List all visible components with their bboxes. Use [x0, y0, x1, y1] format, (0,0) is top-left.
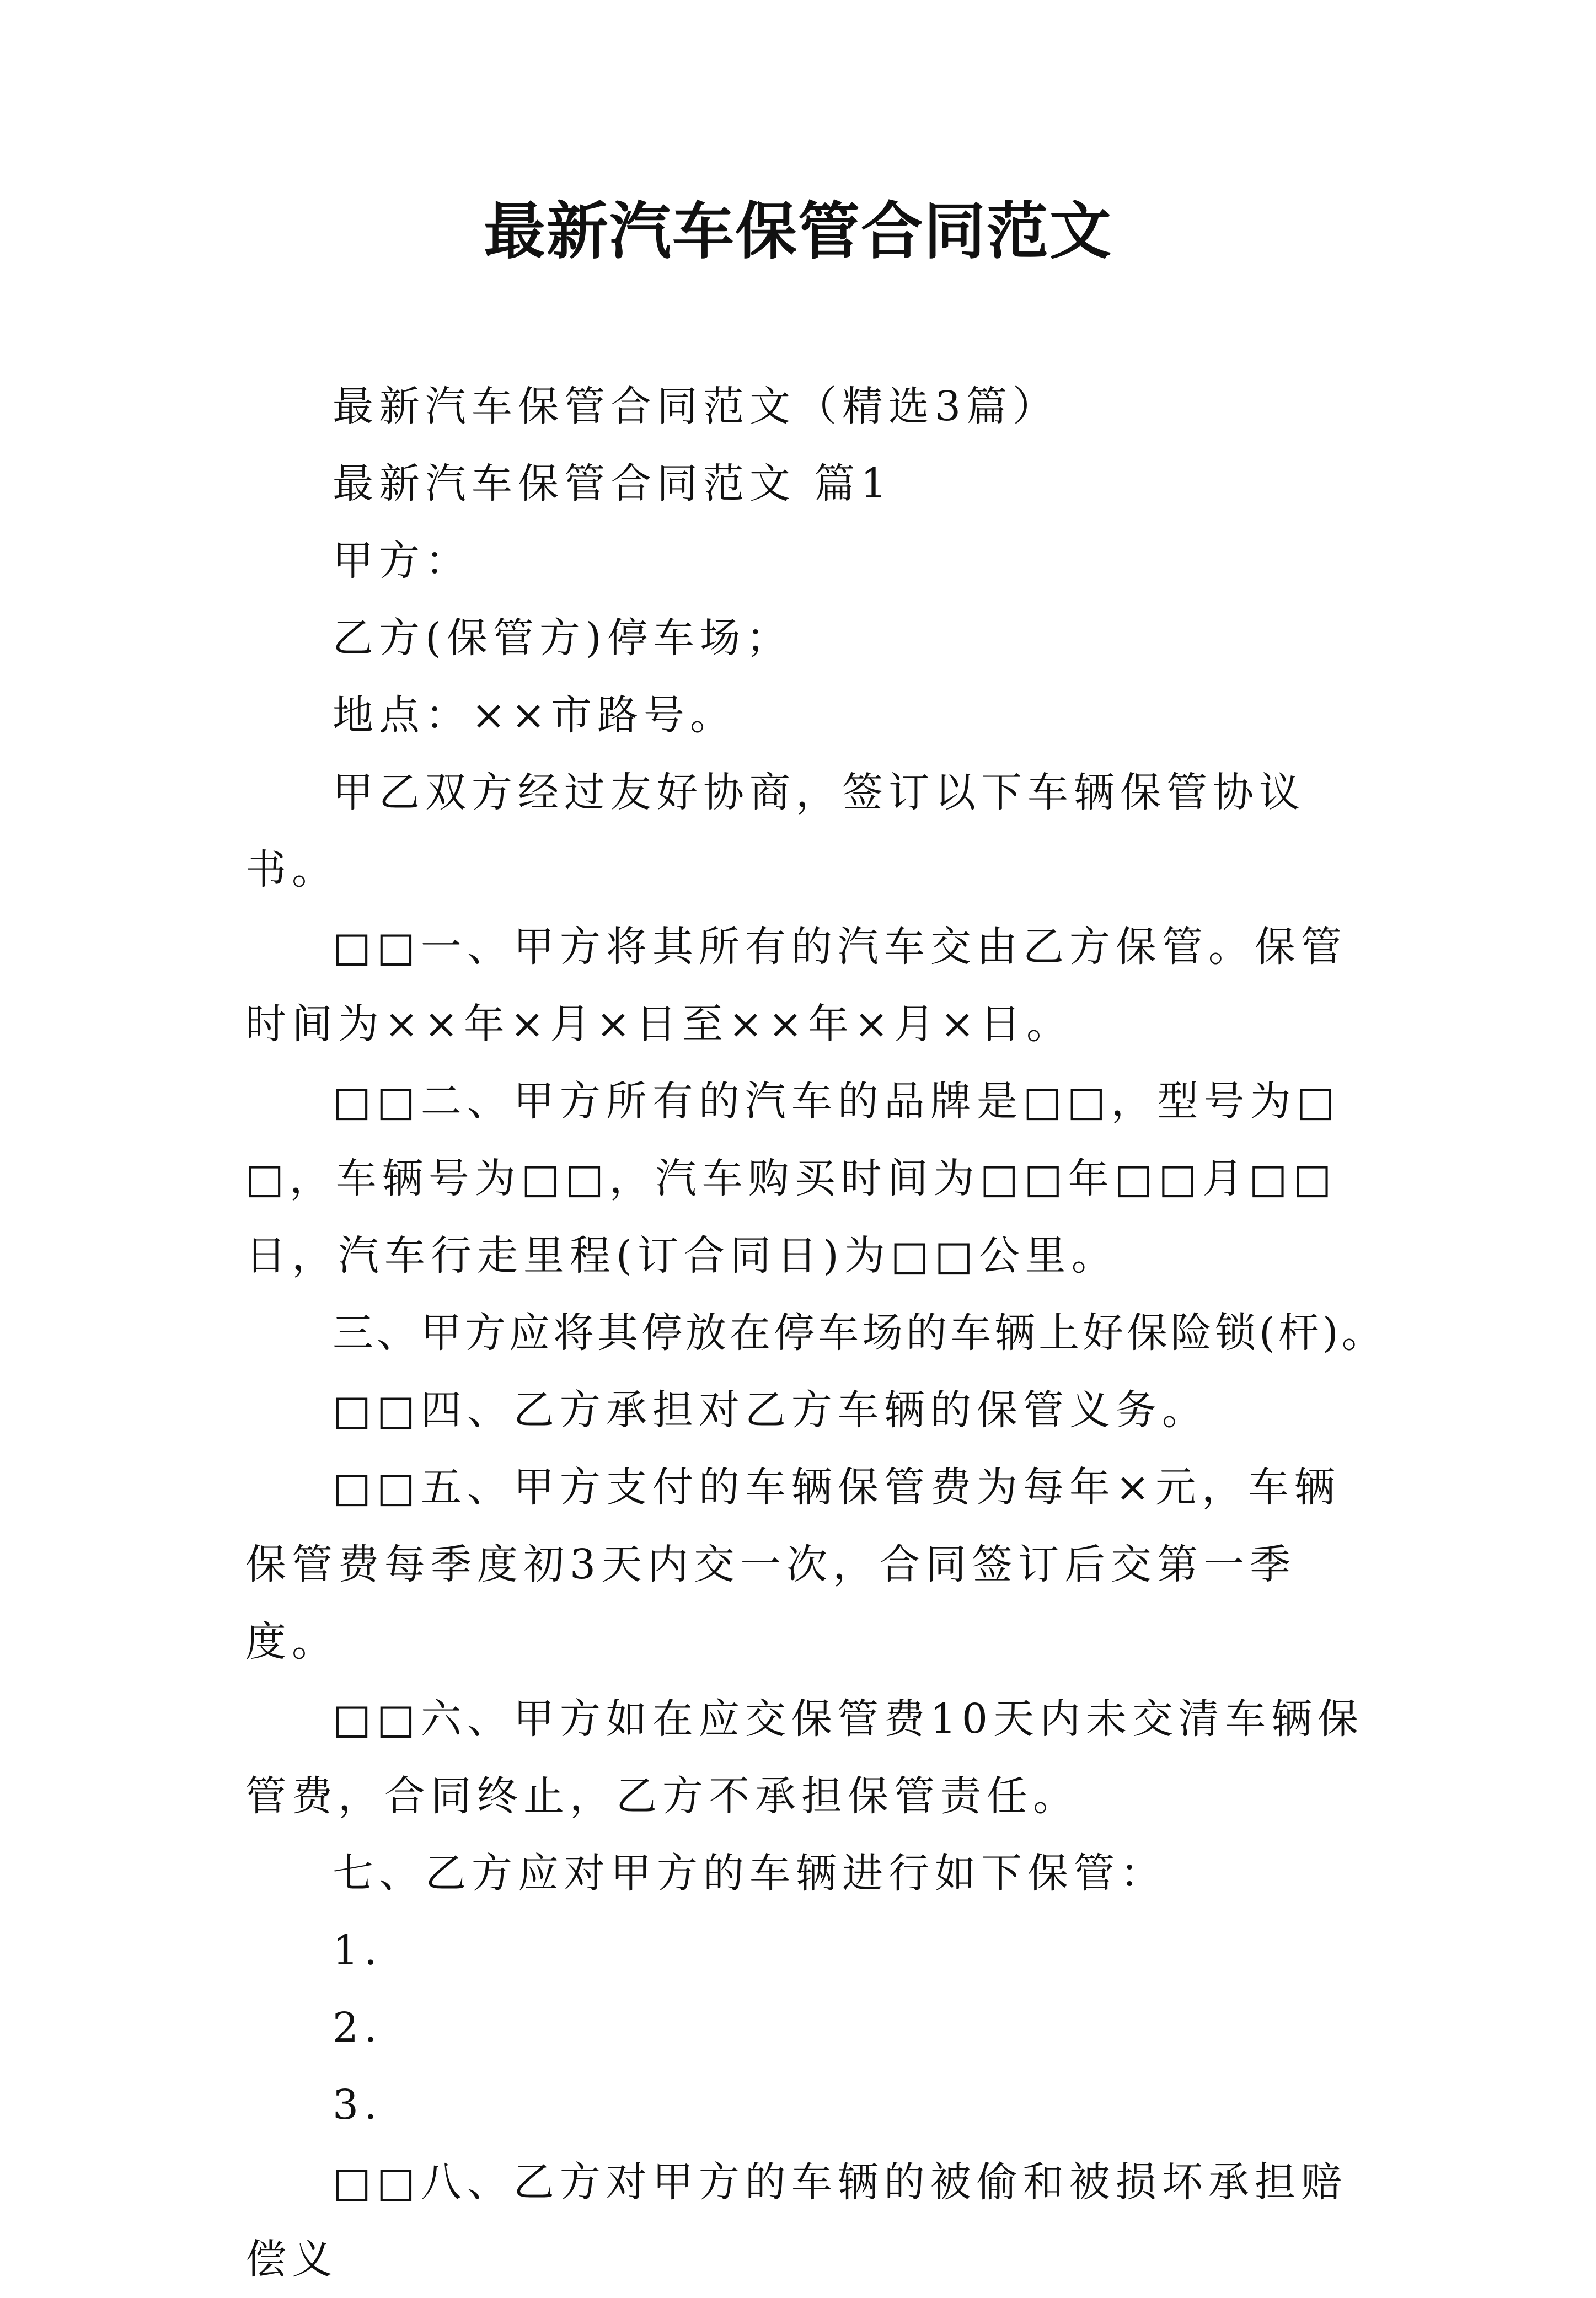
document-title: 最新汽车保管合同范文: [484, 195, 1112, 267]
paragraph-clause-2: □□二、甲方所有的汽车的品牌是□□，型号为□□，车辆号为□□，汽车购买时间为□□年□□月□□日，汽车行走里程(订合同日)为□□公里。: [245, 1078, 1341, 1279]
paragraph-clause-8: □□八、乙方对甲方的车辆的被偷和被损坏承担赔偿义: [245, 2158, 1347, 2283]
paragraph-clause-3: 三、甲方应将其停放在停车场的车辆上好保险锁(杆)。: [333, 1309, 1386, 1357]
list-item-1: 1.: [333, 1927, 383, 1974]
paragraph-clause-6: □□六、甲方如在应交保管费10天内未交清车辆保管费，合同终止，乙方不承担保管责任。: [245, 1695, 1364, 1820]
paragraph-preamble: 甲乙双方经过友好协商，签订以下车辆保管协议书。: [245, 769, 1305, 893]
paragraph-clause-5: □□五、甲方支付的车辆保管费为每年×元，车辆保管费每季度初3天内交一次，合同签订后交第一季度。: [245, 1464, 1341, 1665]
document-body: [245, 368, 1386, 2298]
paragraph-heading-selection: 最新汽车保管合同范文（精选3篇）: [333, 383, 1059, 430]
paragraph-heading-part1: 最新汽车保管合同范文 篇1: [333, 460, 892, 507]
list-item-2: 2.: [333, 2004, 383, 2051]
list-item-3: 3.: [333, 2081, 383, 2129]
paragraph-party-a: 甲方：: [333, 537, 472, 585]
paragraph-location: 地点：××市路号。: [333, 692, 737, 739]
paragraph-party-b: 乙方(保管方)停车场；: [333, 614, 792, 662]
paragraph-clause-1: □□一、甲方将其所有的汽车交由乙方保管。保管时间为××年×月×日至××年×月×日。: [245, 923, 1347, 1048]
paragraph-clause-7: 七、乙方应对甲方的车辆进行如下保管：: [333, 1850, 1166, 1897]
paragraph-clause-4: □□四、乙方承担对乙方车辆的保管义务。: [333, 1386, 1208, 1434]
